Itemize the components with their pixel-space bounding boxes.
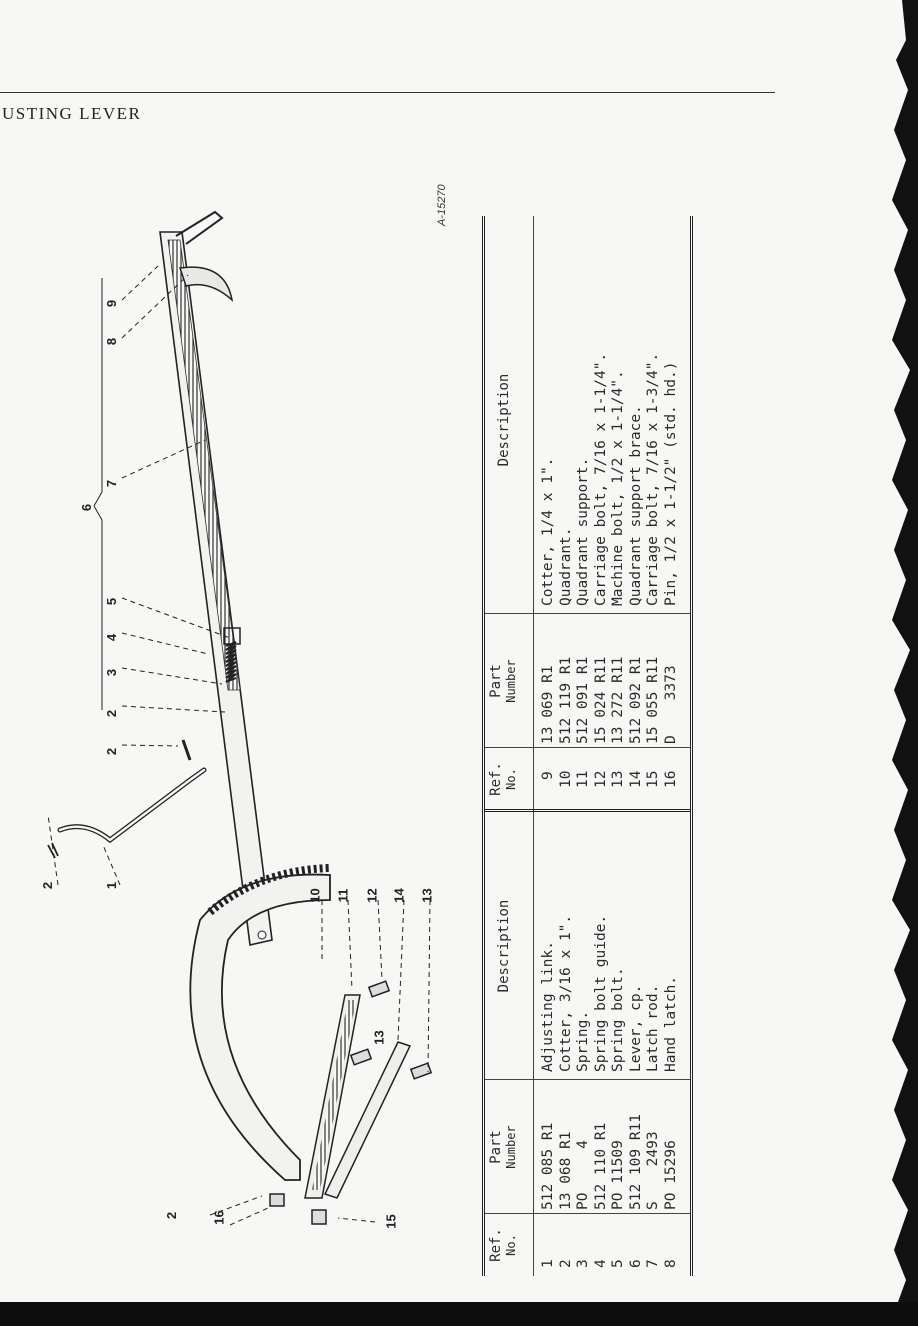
cotter-icon xyxy=(183,740,190,760)
callout-7: 7 xyxy=(104,479,120,488)
header-ref: Ref. No. xyxy=(488,762,518,796)
callout-16: 16 xyxy=(211,1210,227,1225)
callout-9: 9 xyxy=(104,299,120,308)
callout-3: 3 xyxy=(104,668,120,677)
callout-2: 2 xyxy=(164,1211,180,1220)
callout-12: 12 xyxy=(364,888,380,903)
adjusting-link-icon xyxy=(60,770,204,840)
parts-table: Ref. No. Part Number Description Ref. No. Part Number Description 1 512 085 R1 Adjusting link. 2 13 068 R1 Cotter, 3/16 x 1". 3 PO 4 Spring. 4 512 110 R1 Spring bolt guide. 5 PO 11509 Spring bolt. 6 512 109 R11 Lever, cp. 7 S 2493 Latch rod. 8 PO 15296 Hand latch. 9 13 069 R1 Cotter, 1/4 x 1". 10 512 119 R1 Quadrant. 11 512 091 R1 Quadrant support. 12 15 024 R11 Carriage bolt, 7/16 x 1-1/4". 13 13 272 R11 Machine bolt, 1/2 x 1-1/4". 14 512 092 R1 Quadrant support brace. 15 15 055 R11 Carriage bolt, 7/16 x 1-3/4". 16 D 3373 Pin, 1/2 x 1-1/2" (std. hd.) xyxy=(482,216,693,1276)
binding-edge xyxy=(888,0,918,1302)
group-brace xyxy=(94,278,102,710)
drawing-code: A-15270 xyxy=(436,184,448,226)
callout-2: 2 xyxy=(40,881,56,890)
parts-table-rotated xyxy=(482,216,687,1276)
header-description: Description xyxy=(496,373,512,467)
callout-11: 11 xyxy=(335,888,351,903)
callout-6: 6 xyxy=(79,503,95,512)
callout-13: 13 xyxy=(371,1030,387,1045)
callout-14: 14 xyxy=(391,888,407,903)
callout-8: 8 xyxy=(104,337,120,346)
header-part-number: Part Number xyxy=(488,659,518,703)
callout-10: 10 xyxy=(307,888,323,903)
callout-13: 13 xyxy=(419,888,435,903)
page-title: USTING LEVER xyxy=(2,104,142,123)
lever-icon xyxy=(160,212,272,945)
callout-1: 1 xyxy=(104,881,120,890)
callout-15: 15 xyxy=(383,1214,399,1229)
header-ref: Ref. No. xyxy=(488,1228,518,1262)
callout-4: 4 xyxy=(104,633,120,642)
header-divider xyxy=(533,216,534,1276)
cotter-icon xyxy=(48,843,58,858)
scan-border xyxy=(0,1302,918,1326)
callout-5: 5 xyxy=(104,597,120,606)
callout-2: 2 xyxy=(104,747,120,756)
callout-2: 2 xyxy=(104,709,120,718)
header-part-number: Part Number xyxy=(488,1125,518,1169)
header-description: Description xyxy=(496,899,512,993)
